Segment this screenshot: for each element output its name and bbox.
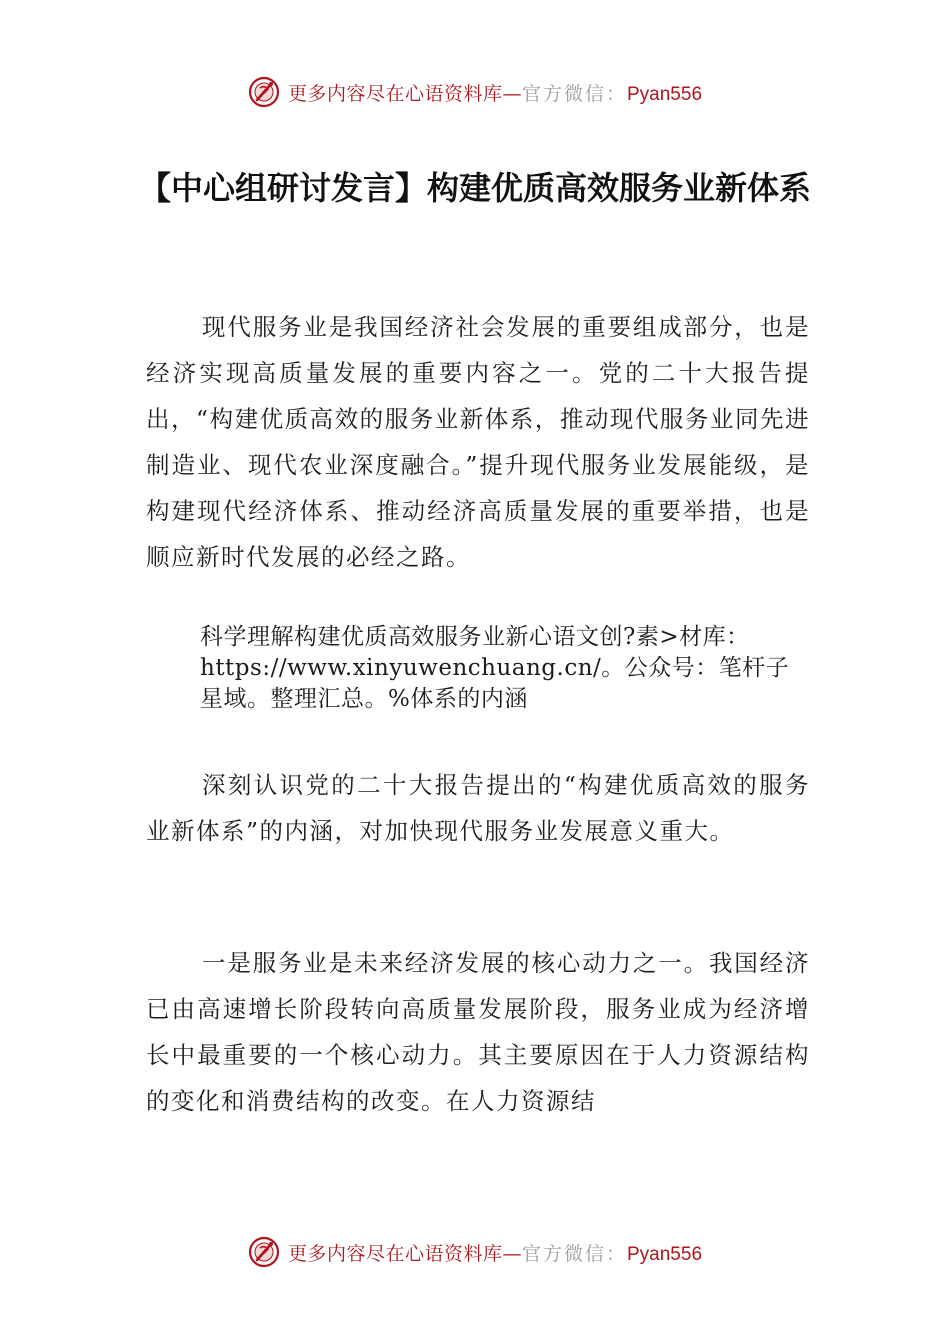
- header-banner: [0, 72, 950, 112]
- wechat-id: Pyan556: [627, 83, 703, 105]
- source-note: [200, 622, 830, 715]
- source-note-line: https://www.xinyuwenchuang.cn/。公众号：笔杆子: [200, 655, 790, 681]
- source-note-line: 科学理解构建优质高效服务业新心语文创?素>材库：: [200, 624, 750, 650]
- paragraph-intro: 现代服务业是我国经济社会发展的重要组成部分，也是经济实现高质量发展的重要内容之一。党的二十大报告提出，“构建优质高效的服务业新体系，推动现代服务业同先进制造业、现代农业深度融合。”提升现代服务业发展能级，是构建现代经济体系、推动经济高质量发展的重要举措，也是顺应新时代发展的必经之路。: [146, 313, 810, 571]
- stamp-seal-icon: [248, 1236, 280, 1268]
- source-note-line: 星域。整理汇总。%体系的内涵: [200, 686, 528, 712]
- wechat-id: Pyan556: [627, 1243, 703, 1265]
- footer-banner: [0, 1232, 950, 1272]
- paragraph-meaning: 深刻认识党的二十大报告提出的“构建优质高效的服务业新体系”的内涵，对加快现代服务业发展意义重大。: [146, 771, 810, 845]
- paragraph-point-one: 一是服务业是未来经济发展的核心动力之一。我国经济已由高速增长阶段转向高质量发展阶段，服务业成为经济增长中最重要的一个核心动力。其主要原因在于人力资源结构的变化和消费结构的改变。在人力资源结: [146, 949, 810, 1115]
- page-title: 【中心组研讨发言】构建优质高效服务业新体系: [138, 169, 811, 207]
- banner-text: 更多内容尽在心语资料库—官方微信：Pyan556: [287, 82, 703, 105]
- stamp-seal-icon: [248, 76, 280, 108]
- banner-text: 更多内容尽在心语资料库—官方微信：Pyan556: [287, 1242, 703, 1265]
